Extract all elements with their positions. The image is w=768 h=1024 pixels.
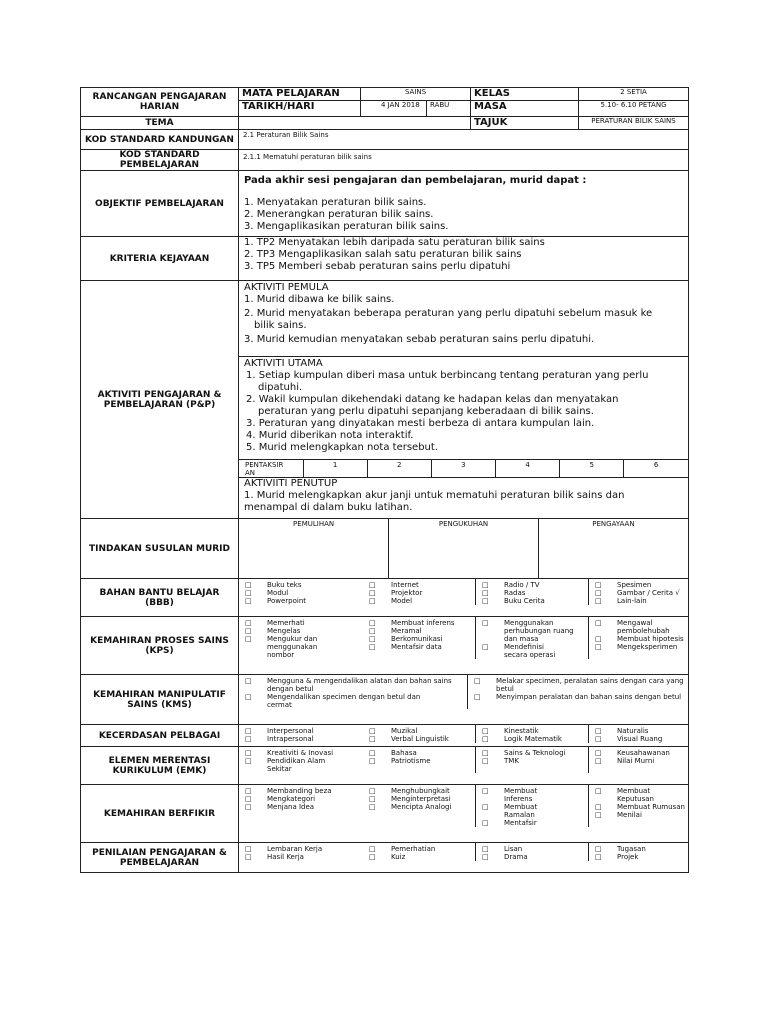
checkbox-item[interactable] (245, 597, 361, 605)
checkbox-icon: □ (245, 581, 252, 589)
checkbox-label: Model (391, 597, 413, 605)
mata-pelajaran-value: SAINS (361, 88, 471, 101)
kriteria-label: KRITERIA KEJAYAAN (81, 237, 239, 281)
checkbox-label: Lisan (504, 845, 523, 853)
checkbox-item[interactable] (245, 749, 361, 757)
checkbox-label: Menghubungkait (391, 787, 450, 795)
emk-section (239, 747, 689, 785)
penutup-item: 1. Murid melengkapkan akur janji untuk mematuhi peraturan bilik sains dan (244, 490, 625, 501)
checkbox-item[interactable] (369, 735, 473, 743)
checkbox-label: Drama (504, 853, 528, 861)
checkbox-item[interactable] (369, 643, 473, 651)
kecerdasan-grid (239, 725, 688, 743)
utama-item: 5. Murid melengkapkan nota tersebut. (246, 442, 438, 453)
checkbox-label: Radio / TV (504, 581, 540, 589)
checkbox-item[interactable] (595, 619, 686, 635)
checkbox-item[interactable] (369, 619, 473, 627)
checkbox-item[interactable] (482, 787, 586, 803)
checkbox-label: Membuat Inferens (504, 787, 538, 803)
pentaksiran-row (239, 460, 688, 478)
checkbox-icon: □ (369, 787, 376, 795)
checkbox-label: Mendefinisi secara operasi (504, 643, 556, 659)
checkbox-icon: □ (369, 803, 376, 811)
utama-title: AKTIVITI UTAMA (244, 358, 323, 369)
checkbox-item[interactable] (245, 853, 361, 861)
checkbox-item[interactable] (369, 787, 473, 795)
checkbox-icon: □ (474, 677, 481, 685)
checkbox-icon: □ (369, 589, 376, 597)
checkbox-item[interactable] (482, 853, 586, 861)
checkbox-item[interactable] (595, 811, 686, 819)
checkbox-label: Modul (267, 589, 289, 597)
checkbox-label: Menjana Idea (267, 803, 315, 811)
checkbox-icon: □ (482, 597, 489, 605)
checkbox-icon: □ (245, 635, 252, 643)
aktiviti-section (239, 281, 689, 519)
mata-pelajaran-label: MATA PELAJARAN (239, 88, 361, 101)
penilaian-grid (239, 843, 688, 861)
checkbox-item[interactable] (245, 787, 361, 795)
checkbox-label: Membuat Ramalan (504, 803, 538, 819)
checkbox-icon: □ (245, 677, 252, 685)
kms-section (239, 675, 689, 725)
checkbox-icon: □ (595, 619, 602, 627)
checkbox-icon: □ (245, 597, 252, 605)
checkbox-icon: □ (245, 795, 252, 803)
checkbox-icon: □ (595, 757, 602, 765)
lesson-plan-table (80, 87, 689, 873)
berfikir-section (239, 785, 689, 843)
pemula-item: 2. Murid menyatakan beberapa peraturan yang perlu dipatuhi sebelum masuk ke (244, 308, 653, 319)
checkbox-label: Membanding beza (267, 787, 332, 795)
checkbox-icon: □ (369, 795, 376, 803)
pentaksiran-text: PENTAKSIRAN (245, 461, 284, 477)
utama-item-cont: peraturan yang perlu dipatuhi sepanjang keberadaan di bilik sains. (258, 406, 594, 417)
berfikir-label: KEMAHIRAN BERFIKIR (81, 785, 239, 843)
checkbox-icon: □ (369, 757, 376, 765)
checkbox-icon: □ (369, 619, 376, 627)
checkbox-label: Gambar / Cerita √ (617, 589, 680, 597)
checkbox-icon: □ (482, 735, 489, 743)
checkbox-item[interactable] (595, 787, 686, 803)
checkbox-item[interactable] (482, 845, 586, 853)
checkbox-item[interactable] (595, 581, 686, 589)
checkbox-item[interactable] (369, 845, 473, 853)
penutup-title: AKTIVIITI PENUTUP (244, 478, 338, 489)
checkbox-label: Lembaran Kerja (267, 845, 323, 853)
checkbox-item[interactable] (482, 735, 586, 743)
checkbox-item[interactable] (245, 845, 361, 853)
aktiviti-utama (239, 357, 688, 460)
kriteria-section (239, 237, 689, 281)
checkbox-label: Mengeksperimen (617, 643, 678, 651)
bbb-label: BAHAN BANTU BELAJAR (BBB) (81, 579, 239, 617)
utama-item-cont: dipatuhi. (258, 382, 303, 393)
masa-label: MASA (471, 101, 579, 117)
checkbox-icon: □ (482, 803, 489, 811)
checkbox-item[interactable] (595, 735, 686, 743)
utama-item: 4. Murid diberikan nota interaktif. (246, 430, 414, 441)
checkbox-item[interactable] (595, 635, 686, 643)
checkbox-icon: □ (482, 749, 489, 757)
checkbox-item[interactable] (245, 803, 361, 811)
checkbox-label: Mengukur dan menggunakan nombor (267, 635, 318, 659)
checkbox-label: Intrapersonal (267, 735, 314, 743)
checkbox-icon: □ (369, 597, 376, 605)
kod-kandungan-value: 2.1 Peraturan Bilik Sains (239, 130, 689, 150)
checkbox-icon: □ (482, 581, 489, 589)
kriteria-item: 3. TP5 Memberi sebab peraturan sains perlu dipatuhi (244, 261, 511, 272)
checkbox-label: Pemerhatian (391, 845, 436, 853)
checkbox-label: TMK (504, 757, 519, 765)
doc-title: RANCANGAN PENGAJARAN HARIAN (81, 88, 239, 117)
tema-label: TEMA (81, 117, 239, 130)
penilaian-section (239, 843, 689, 873)
checkbox-icon: □ (595, 845, 602, 853)
checkbox-item[interactable] (595, 643, 686, 651)
checkbox-label: Logik Matematik (504, 735, 562, 743)
pentaksiran-label (239, 460, 303, 478)
checkbox-item[interactable] (245, 677, 465, 693)
checkbox-item[interactable] (595, 589, 686, 597)
checkbox-item[interactable] (482, 581, 586, 589)
checkbox-item[interactable] (595, 853, 686, 861)
checkbox-label: Kinestatik (504, 727, 539, 735)
objektif-intro: Pada akhir sesi pengajaran dan pembelajaran, murid dapat : (244, 175, 587, 186)
checkbox-label: Visual Ruang (617, 735, 663, 743)
checkbox-label: Mengawal pembolehubah (617, 619, 670, 635)
checkbox-icon: □ (245, 757, 252, 765)
bbb-section (239, 579, 689, 617)
checkbox-item[interactable] (245, 795, 361, 803)
checkbox-label: Kreativiti & Inovasi (267, 749, 334, 757)
checkbox-label: Mentafsir (504, 819, 537, 827)
checkbox-item[interactable] (369, 597, 473, 605)
pengayaan-col: PENGAYAAN (538, 519, 688, 578)
checkbox-label: Mengguna & mengendalikan alatan dan bahan sains dengan betul (267, 677, 452, 693)
checkbox-item[interactable] (369, 589, 473, 597)
checkbox-item[interactable] (245, 735, 361, 743)
checkbox-item[interactable] (474, 693, 686, 701)
kecerdasan-section (239, 725, 689, 747)
tajuk-value: PERATURAN BILIK SAINS (579, 117, 689, 130)
checkbox-item[interactable] (595, 803, 686, 811)
objektif-item: 1. Menyatakan peraturan bilik sains. (244, 197, 427, 208)
checkbox-label: Meramal (391, 627, 422, 635)
tema-value (239, 117, 471, 130)
checkbox-label: Buku Cerita (504, 597, 545, 605)
checkbox-icon: □ (369, 643, 376, 651)
checkbox-label: Membuat Keputusan (617, 787, 654, 803)
berfikir-grid (239, 785, 688, 827)
checkbox-item[interactable] (245, 589, 361, 597)
checkbox-icon: □ (245, 787, 252, 795)
checkbox-label: Hasil Kerja (267, 853, 304, 861)
penilaian-label: PENILAIAN PENGAJARAN & PEMBELAJARAN (81, 843, 239, 873)
checkbox-item[interactable] (482, 749, 586, 757)
checkbox-item[interactable] (245, 635, 361, 659)
pentaksiran-level: 1 (303, 460, 367, 478)
checkbox-label: Bahasa (391, 749, 417, 757)
checkbox-icon: □ (369, 845, 376, 853)
kms-label: KEMAHIRAN MANIPULATIF SAINS (KMS) (81, 675, 239, 725)
tarikh-value: 4 JAN 2018 (361, 101, 427, 117)
checkbox-icon: □ (482, 757, 489, 765)
pemulihan-col: PEMULIHAN (293, 520, 335, 528)
checkbox-icon: □ (369, 749, 376, 757)
checkbox-icon: □ (369, 853, 376, 861)
checkbox-item[interactable] (245, 627, 361, 635)
kelas-value: 2 SETIA (579, 88, 689, 101)
checkbox-label: Mengelas (267, 627, 301, 635)
checkbox-item[interactable] (482, 597, 586, 605)
objektif-section (239, 171, 689, 237)
checkbox-item[interactable] (595, 597, 686, 605)
checkbox-item[interactable] (482, 757, 586, 765)
checkbox-label: Melakar specimen, peralatan sains dengan cara yang betul (496, 677, 684, 693)
checkbox-label: Membuat Rumusan (617, 803, 685, 811)
checkbox-icon: □ (595, 597, 602, 605)
kod-kandungan-label: KOD STANDARD KANDUNGAN (81, 130, 239, 150)
pentaksiran-level: 6 (624, 460, 688, 478)
checkbox-icon: □ (595, 735, 602, 743)
kms-grid (239, 675, 688, 709)
kps-grid (239, 617, 688, 659)
checkbox-item[interactable] (369, 795, 473, 803)
checkbox-item[interactable] (369, 749, 473, 757)
checkbox-icon: □ (245, 693, 252, 701)
checkbox-label: Buku teks (267, 581, 302, 589)
hari-value: RABU (427, 101, 471, 117)
kod-pembelajaran-label: KOD STANDARD PEMBELAJARAN (81, 150, 239, 171)
tindakan-label: TINDAKAN SUSULAN MURID (81, 519, 239, 579)
checkbox-label: Verbal Linguistik (391, 735, 449, 743)
pentaksiran-level: 3 (431, 460, 495, 478)
checkbox-label: Menggunakan perhubungan ruang dan masa (504, 619, 574, 643)
lesson-plan-sheet (80, 87, 688, 873)
checkbox-icon: □ (245, 589, 252, 597)
checkbox-icon: □ (369, 727, 376, 735)
aktiviti-pemula (239, 281, 688, 357)
kecerdasan-label: KECERDASAN PELBAGAI (81, 725, 239, 747)
checkbox-label: Spesimen (617, 581, 652, 589)
kps-label: KEMAHIRAN PROSES SAINS (KPS) (81, 617, 239, 675)
checkbox-icon: □ (245, 749, 252, 757)
pemula-item: 1. Murid dibawa ke bilik sains. (244, 294, 395, 305)
aktiviti-label: AKTIVITI PENGAJARAN & PEMBELAJARAN (P&P) (81, 281, 239, 519)
checkbox-icon: □ (595, 589, 602, 597)
kelas-label: KELAS (471, 88, 579, 101)
checkbox-icon: □ (482, 853, 489, 861)
checkbox-item[interactable] (595, 845, 686, 853)
checkbox-item[interactable] (245, 581, 361, 589)
emk-label: ELEMEN MERENTASI KURIKULUM (EMK) (81, 747, 239, 785)
tindakan-section (239, 519, 689, 579)
aktiviti-penutup (239, 478, 688, 518)
checkbox-item[interactable] (595, 749, 686, 757)
checkbox-icon: □ (482, 845, 489, 853)
checkbox-icon: □ (369, 735, 376, 743)
checkbox-icon: □ (369, 581, 376, 589)
checkbox-label: Membuat hipotesis (617, 635, 684, 643)
checkbox-label: Internet (391, 581, 419, 589)
checkbox-icon: □ (482, 643, 489, 651)
checkbox-label: Mentafsir data (391, 643, 442, 651)
checkbox-item[interactable] (595, 727, 686, 735)
checkbox-icon: □ (369, 635, 376, 643)
checkbox-item[interactable] (482, 819, 586, 827)
checkbox-label: Mengkategori (267, 795, 316, 803)
kriteria-item: 2. TP3 Mengaplikasikan salah satu peraturan bilik sains (244, 249, 522, 260)
checkbox-item[interactable] (369, 581, 473, 589)
checkbox-icon: □ (369, 627, 376, 635)
checkbox-icon: □ (482, 787, 489, 795)
checkbox-label: Patriotisme (391, 757, 431, 765)
checkbox-label: Interpersonal (267, 727, 314, 735)
penutup-item-cont: menampal di dalam buku latihan. (244, 502, 413, 513)
checkbox-item[interactable] (482, 619, 586, 643)
tajuk-label: TAJUK (471, 117, 579, 130)
pentaksiran-level: 4 (495, 460, 559, 478)
tarikh-label: TARIKH/HARI (239, 101, 361, 117)
checkbox-item[interactable] (482, 803, 586, 819)
checkbox-label: Muzikal (391, 727, 418, 735)
pemula-item-cont: bilik sains. (254, 320, 307, 331)
bbb-grid (239, 579, 688, 605)
checkbox-icon: □ (595, 581, 602, 589)
masa-value: 5.10- 6.10 PETANG (579, 101, 689, 117)
pengukuhan-col: PENGUKUHAN (389, 519, 539, 578)
checkbox-item[interactable] (369, 635, 473, 643)
checkbox-item[interactable] (369, 803, 473, 811)
checkbox-item[interactable] (369, 727, 473, 735)
checkbox-label: Naturalis (617, 727, 649, 735)
objektif-item: 3. Mengaplikasikan peraturan bilik sains. (244, 221, 449, 232)
checkbox-item[interactable] (245, 693, 465, 709)
utama-item: 1. Setiap kumpulan diberi masa untuk berbincang tentang peraturan yang perlu (246, 370, 649, 381)
checkbox-icon: □ (595, 635, 602, 643)
checkbox-item[interactable] (474, 677, 686, 693)
checkbox-label: Memerhati (267, 619, 305, 627)
checkbox-label: Mencipta Analogi (391, 803, 452, 811)
checkbox-icon: □ (595, 727, 602, 735)
checkbox-item[interactable] (482, 589, 586, 597)
checkbox-icon: □ (595, 787, 602, 795)
checkbox-icon: □ (482, 619, 489, 627)
pemula-item: 3. Murid kemudian menyatakan sebab peraturan sains perlu dipatuhi. (244, 334, 595, 345)
checkbox-icon: □ (245, 853, 252, 861)
checkbox-label: Lain-lain (617, 597, 647, 605)
checkbox-label: Projek (617, 853, 639, 861)
checkbox-item[interactable] (369, 757, 473, 765)
kod-pembelajaran-value: 2.1.1 Mematuhi peraturan bilik sains (239, 150, 689, 171)
checkbox-icon: □ (595, 803, 602, 811)
checkbox-icon: □ (482, 589, 489, 597)
checkbox-icon: □ (595, 853, 602, 861)
checkbox-icon: □ (245, 727, 252, 735)
objektif-item: 2. Menerangkan peraturan bilik sains. (244, 209, 434, 220)
checkbox-icon: □ (595, 811, 602, 819)
checkbox-icon: □ (245, 735, 252, 743)
checkbox-icon: □ (482, 727, 489, 735)
checkbox-label: Mengendalikan specimen dengan betul dan cermat (267, 693, 421, 709)
pentaksiran-level: 2 (367, 460, 431, 478)
emk-grid (239, 747, 688, 773)
objektif-label: OBJEKTIF PEMBELAJARAN (81, 171, 239, 237)
pentaksiran-level: 5 (560, 460, 624, 478)
checkbox-label: Keusahawanan (617, 749, 670, 757)
checkbox-icon: □ (482, 819, 489, 827)
utama-item: 2. Wakil kumpulan dikehendaki datang ke hadapan kelas dan menyatakan (246, 394, 619, 405)
checkbox-label: Menilai (617, 811, 642, 819)
checkbox-label: Radas (504, 589, 526, 597)
checkbox-label: Berkomunikasi (391, 635, 443, 643)
checkbox-label: Nilai Murni (617, 757, 655, 765)
checkbox-icon: □ (245, 803, 252, 811)
checkbox-icon: □ (474, 693, 481, 701)
checkbox-label: Projektor (391, 589, 423, 597)
checkbox-item[interactable] (482, 727, 586, 735)
checkbox-item[interactable] (245, 727, 361, 735)
checkbox-label: Powerpoint (267, 597, 307, 605)
pemula-title: AKTIVITI PEMULA (244, 282, 329, 293)
checkbox-item[interactable] (245, 757, 361, 773)
checkbox-item[interactable] (245, 619, 361, 627)
checkbox-label: Kuiz (391, 853, 406, 861)
checkbox-icon: □ (595, 643, 602, 651)
checkbox-label: Tugasan (617, 845, 646, 853)
checkbox-icon: □ (595, 749, 602, 757)
checkbox-label: Membuat inferens (391, 619, 455, 627)
checkbox-icon: □ (245, 619, 252, 627)
kps-section (239, 617, 689, 675)
tindakan-table (239, 519, 688, 578)
checkbox-item[interactable] (482, 643, 586, 659)
checkbox-item[interactable] (369, 627, 473, 635)
checkbox-item[interactable] (369, 853, 473, 861)
utama-item: 3. Peraturan yang dinyatakan mesti berbeza di antara kumpulan lain. (246, 418, 595, 429)
checkbox-icon: □ (245, 627, 252, 635)
kriteria-item: 1. TP2 Menyatakan lebih daripada satu peraturan bilik sains (244, 237, 545, 248)
checkbox-label: Menyimpan peralatan dan bahan sains dengan betul (496, 693, 682, 701)
checkbox-icon: □ (245, 845, 252, 853)
checkbox-label: Pendidikan Alam Sekitar (267, 757, 326, 773)
checkbox-item[interactable] (595, 757, 686, 765)
checkbox-label: Menginterpretasi (391, 795, 451, 803)
checkbox-label: Sains & Teknologi (504, 749, 566, 757)
